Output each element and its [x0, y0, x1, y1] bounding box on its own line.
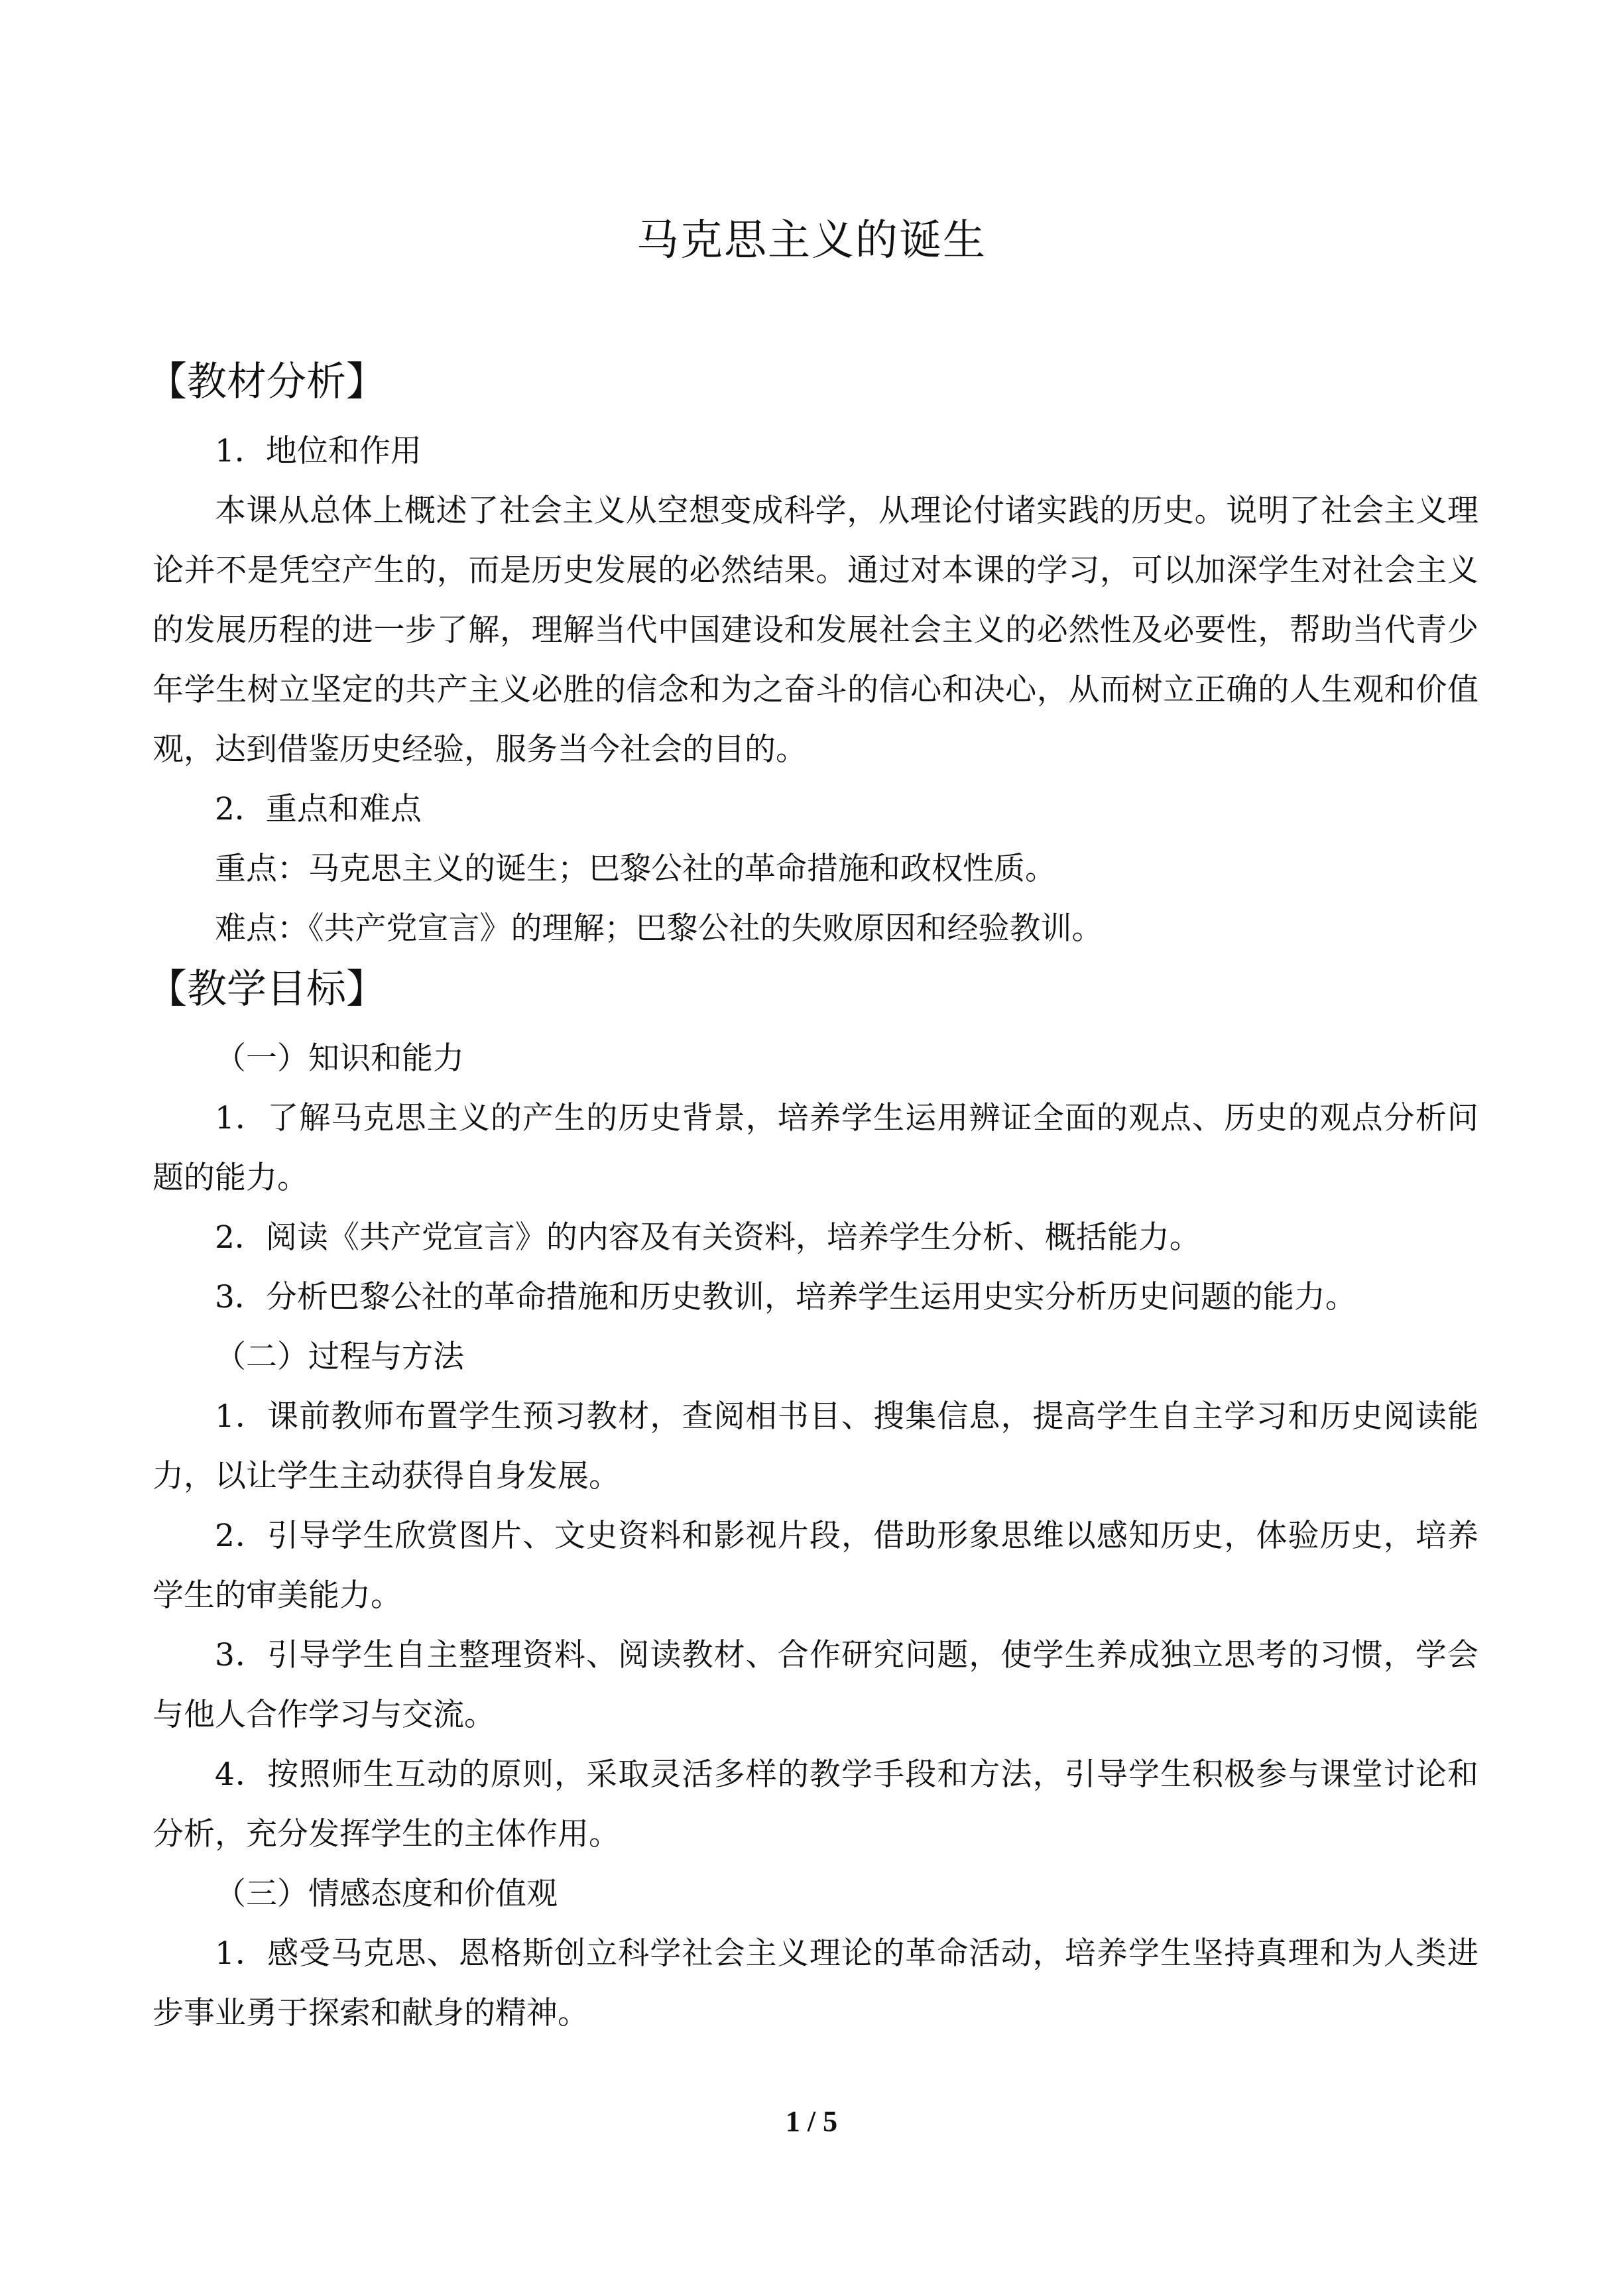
page-number: 1 / 5: [785, 2105, 838, 2138]
list-item: 3．引导学生自主整理资料、阅读教材、合作研究问题，使学生养成独立思考的习惯，学会与他人合作学习与交流。: [152, 1637, 1478, 1733]
list-item: 3．分析巴黎公社的革命措施和历史教训，培养学生运用史实分析历史问题的能力。: [215, 1279, 1356, 1315]
section-heading-teaching-goals: 【教学目标】: [147, 966, 386, 1012]
list-item: 1．课前教师布置学生预习教材，查阅相书目、搜集信息，提高学生自主学习和历史阅读能力，以让学生主动获得自身发展。: [152, 1398, 1478, 1494]
document-body: [147, 351, 1478, 2043]
subheading-emotion-values: （三）情感态度和价值观: [215, 1876, 558, 1912]
subheading-knowledge-ability: （一）知识和能力: [215, 1040, 464, 1077]
list-item: 2．引导学生欣赏图片、文史资料和影视片段，借助形象思维以感知历史，体验历史，培养学生的审美能力。: [152, 1518, 1478, 1614]
list-item: 1．感受马克思、恩格斯创立科学社会主义理论的革命活动，培养学生坚持真理和为人类进步事业勇于探索和献身的精神。: [152, 1935, 1478, 2031]
paragraph-overview: 本课从总体上概述了社会主义从空想变成科学，从理论付诸实践的历史。说明了社会主义理论并不是凭空产生的，而是历史发展的必然结果。通过对本课的学习，可以加深学生对社会主义的发展历程的进一步了解，理解当代中国建设和发展社会主义的必然性及必要性，帮助当代青少年学生树立坚定的共产主义必胜的信念和为之奋斗的信心和决心，从而树立正确的人生观和价值观，达到借鉴历史经验，服务当今社会的目的。: [152, 493, 1478, 768]
paragraph-key-point: 重点：马克思主义的诞生；巴黎公社的革命措施和政权性质。: [215, 851, 1056, 887]
subheading-key-points: 2．重点和难点: [215, 791, 422, 827]
section-heading-textbook-analysis: 【教材分析】: [147, 359, 386, 405]
subheading-process-method: （二）过程与方法: [215, 1339, 464, 1375]
paragraph-difficult-point: 难点：《共产党宣言》的理解；巴黎公社的失败原因和经验教训。: [215, 910, 1103, 947]
subheading-position-role: 1．地位和作用: [215, 433, 422, 469]
list-item: 1．了解马克思主义的产生的历史背景，培养学生运用辨证全面的观点、历史的观点分析问题的能力。: [152, 1100, 1478, 1196]
document-title: 马克思主义的诞生: [636, 216, 987, 265]
list-item: 4．按照师生互动的原则，采取灵活多样的教学手段和方法，引导学生积极参与课堂讨论和分析，充分发挥学生的主体作用。: [152, 1756, 1478, 1852]
list-item: 2．阅读《共产党宣言》的内容及有关资料，培养学生分析、概括能力。: [215, 1219, 1201, 1256]
